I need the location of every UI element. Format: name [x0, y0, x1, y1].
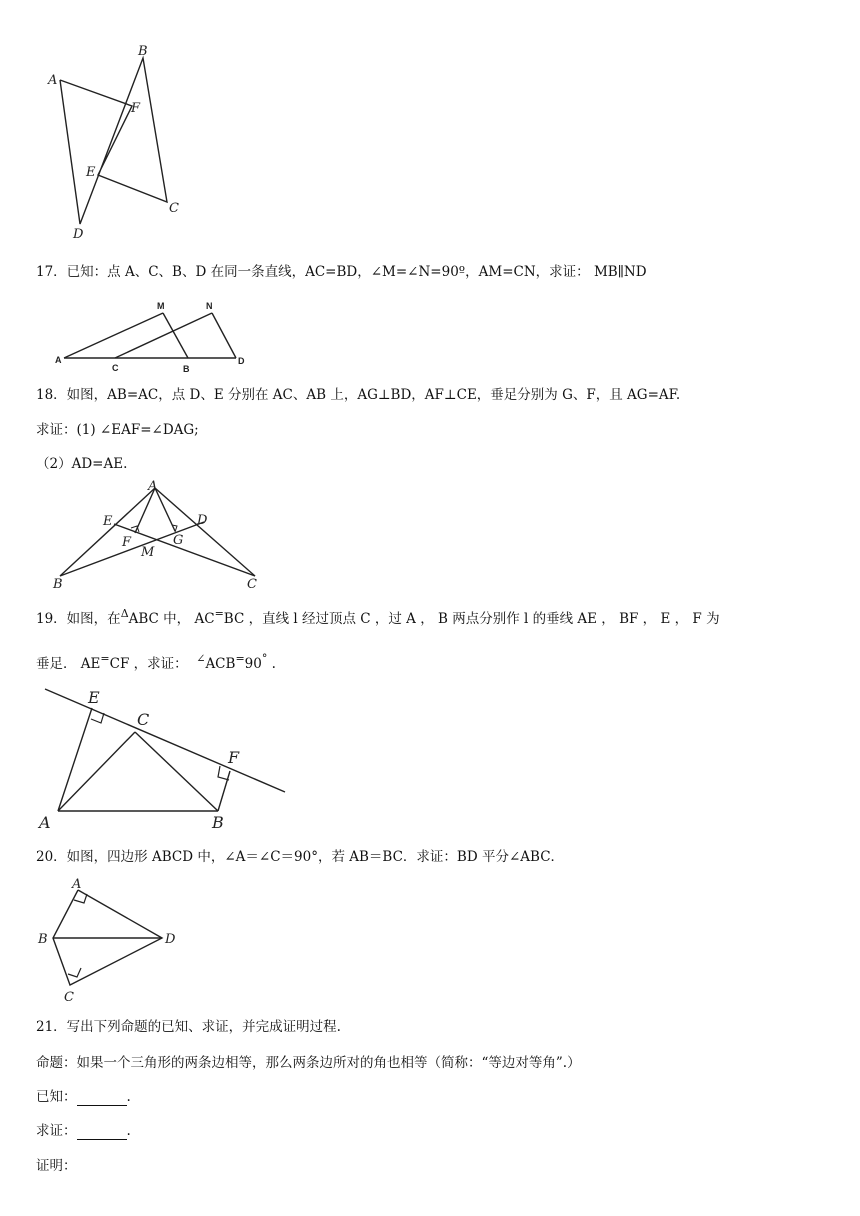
fig16-label-d: D [73, 227, 84, 242]
fig16-label-c: C [169, 201, 179, 216]
figure-20-diagram [0, 870, 220, 1010]
p19-text-f: ACB [205, 656, 236, 672]
fig20-label-c: C [64, 990, 74, 1005]
figure-17-diagram [0, 295, 300, 380]
fig20-label-b: B [38, 932, 48, 947]
fig18-label-g: G [173, 533, 184, 548]
fig20-label-d: D [165, 932, 176, 947]
problem-21-line1: 21．写出下列命题的已知、求证，并完成证明过程. [36, 1019, 341, 1035]
problem-21-prove [36, 1122, 131, 1140]
p19-text-h: . [267, 656, 276, 672]
fig17-label-b: B [183, 364, 190, 374]
p19-equals-2: = [100, 652, 110, 665]
fig19-label-c: C [137, 710, 150, 729]
fig17-label-n: N [206, 301, 213, 311]
fig16-outline [60, 58, 167, 224]
fig19-label-a: A [39, 813, 51, 832]
fig20-label-a: A [72, 877, 82, 892]
fig16-label-f: F [131, 101, 141, 116]
given-label: 已知： [36, 1089, 77, 1105]
p19-text-d: 垂足． AE [36, 656, 101, 672]
fig17-label-a: A [55, 355, 62, 365]
problem-21-line2: 命题：如果一个三角形的两条边相等，那么两条边所对的角也相等（简称：“等边对等角”.） [36, 1055, 581, 1071]
fig18-label-e: E [103, 514, 113, 529]
problem-21-given [36, 1088, 131, 1106]
p19-triangle-symbol: Δ [120, 607, 129, 620]
prove-end: . [126, 1123, 131, 1139]
p19-text-b: ABC 中， AC [128, 611, 215, 627]
p19-angle-symbol: ∠ [196, 652, 206, 665]
fig18-label-d: D [197, 513, 208, 528]
problem-21-proof-label: 证明： [36, 1158, 77, 1174]
fig18-label-c: C [247, 577, 257, 592]
figure-19-diagram [0, 685, 320, 835]
p19-degree-symbol: ° [261, 652, 268, 665]
fig19-label-b: B [212, 813, 224, 832]
prove-blank[interactable] [77, 1125, 127, 1140]
p19-text-c: BC ，直线 l 经过顶点 C ，过 A ， B 两点分别作 l 的垂线 AE ， BF ， E ， F 为 [223, 611, 720, 627]
fig19-label-f: F [228, 748, 240, 767]
problem-18-line3: （2）AD=AE. [36, 456, 128, 472]
p19-text-a: 19．如图，在 [36, 611, 121, 627]
fig18-label-m: M [141, 545, 155, 560]
given-blank[interactable] [77, 1091, 127, 1106]
given-end: . [126, 1089, 131, 1105]
figure-16-diagram [0, 0, 300, 250]
fig18-label-f: F [122, 535, 132, 550]
problem-18-line2: 求证：(1) ∠EAF=∠DAG; [36, 422, 199, 438]
p19-text-e: CF ，求证： [109, 656, 188, 672]
fig17-label-d: D [238, 356, 245, 366]
figure-18-diagram [0, 476, 300, 591]
p19-text-g: 90 [244, 656, 262, 672]
fig17-label-c: C [112, 363, 119, 373]
fig18-label-b: B [53, 577, 63, 592]
fig16-label-a: A [48, 73, 58, 88]
fig18-label-a: A [148, 479, 158, 494]
fig17-label-m: M [157, 301, 165, 311]
problem-19-line2 [36, 652, 276, 674]
prove-label: 求证： [36, 1123, 77, 1139]
problem-18-line1: 18．如图，AB=AC，点 D、E 分别在 AC、AB 上，AG⊥BD，AF⊥CE，垂足分别为 G、F，且 AG=AF. [36, 387, 681, 403]
fig16-label-e: E [86, 165, 96, 180]
problem-19-line1 [36, 607, 720, 629]
fig19-label-e: E [88, 688, 100, 707]
fig16-label-b: B [138, 44, 148, 59]
p19-equals-3: = [235, 652, 245, 665]
p19-equals-1: = [214, 607, 224, 620]
problem-17-text: 17．已知：点 A、C、B、D 在同一条直线，AC=BD，∠M=∠N=90º，AM=CN，求证： MB∥ND [36, 264, 647, 280]
problem-20-text: 20．如图，四边形 ABCD 中，∠A＝∠C＝90°，若 AB＝BC．求证：BD 平分∠ABC． [36, 849, 565, 865]
